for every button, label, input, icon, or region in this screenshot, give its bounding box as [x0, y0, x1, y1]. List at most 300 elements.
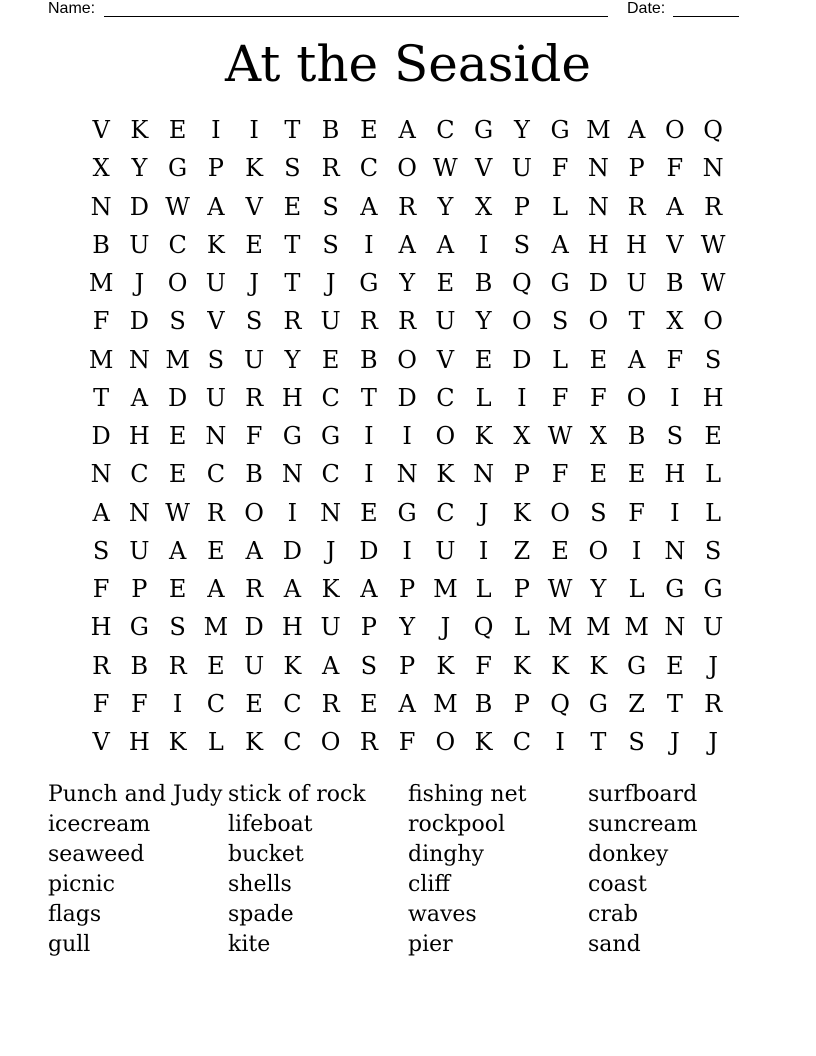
grid-letter: B: [666, 269, 684, 298]
grid-letter: U: [205, 383, 226, 412]
grid-letter: R: [359, 728, 378, 757]
grid-letter: R: [359, 307, 378, 336]
grid-letter: P: [399, 575, 416, 604]
grid-letter: I: [478, 536, 489, 565]
grid-letter: E: [551, 536, 569, 565]
grid-letter: A: [360, 575, 378, 604]
grid-letter: V: [92, 728, 110, 757]
grid-letter: Z: [628, 689, 645, 718]
grid-letter: S: [666, 422, 684, 451]
grid-letter: N: [205, 422, 227, 451]
grid-letter: K: [474, 728, 493, 757]
grid-letter: E: [283, 192, 302, 221]
grid-letter: C: [512, 728, 532, 757]
word-list-item: stick of rock: [228, 782, 366, 807]
grid-letter: J: [478, 498, 489, 527]
grid-letter: N: [587, 154, 609, 183]
grid-letter: N: [320, 498, 342, 527]
grid-letter: X: [475, 192, 493, 221]
grid-letter: Y: [131, 154, 148, 183]
grid-letter: A: [245, 536, 263, 565]
grid-letter: J: [134, 269, 145, 298]
grid-letter: B: [92, 230, 110, 259]
grid-letter: S: [284, 154, 301, 183]
grid-letter: E: [474, 345, 493, 374]
grid-letter: G: [129, 613, 149, 642]
grid-letter: W: [547, 422, 573, 451]
grid-letter: O: [435, 422, 456, 451]
grid-letter: I: [364, 230, 374, 259]
grid-letter: U: [626, 269, 647, 298]
grid-letter: H: [90, 613, 112, 642]
grid-letter: L: [207, 728, 224, 757]
grid-letter: O: [588, 307, 609, 336]
grid-letter: O: [244, 498, 264, 527]
grid-letter: E: [245, 689, 263, 718]
grid-letter: J: [325, 536, 336, 565]
grid-letter: U: [320, 307, 341, 336]
grid-letter: B: [245, 460, 263, 489]
grid-letter: Q: [512, 269, 532, 298]
grid-letter: H: [626, 230, 648, 259]
grid-letter: W: [700, 230, 726, 259]
grid-letter: T: [628, 307, 645, 336]
grid-letter: X: [92, 154, 110, 183]
grid-letter: R: [627, 192, 646, 221]
grid-letter: J: [325, 269, 336, 298]
grid-letter: O: [550, 498, 570, 527]
grid-letter: X: [666, 307, 684, 336]
grid-letter: C: [436, 116, 455, 145]
grid-letter: H: [664, 460, 686, 489]
grid-letter: W: [700, 269, 726, 298]
grid-letter: D: [244, 613, 264, 642]
word-list-item: coast: [588, 872, 647, 897]
grid-letter: E: [589, 345, 608, 374]
grid-letter: B: [130, 651, 149, 680]
grid-letter: A: [321, 651, 340, 680]
grid-letter: E: [360, 498, 378, 527]
grid-letter: I: [517, 383, 527, 412]
grid-letter: A: [360, 192, 378, 221]
grid-letter: U: [244, 651, 265, 680]
grid-letter: H: [128, 422, 150, 451]
grid-letter: F: [590, 383, 607, 412]
grid-letter: O: [512, 307, 532, 336]
grid-letter: K: [206, 230, 225, 259]
grid-letter: V: [436, 345, 455, 374]
grid-letter: G: [588, 689, 608, 718]
grid-letter: E: [589, 460, 608, 489]
grid-letter: U: [435, 536, 456, 565]
grid-letter: I: [287, 498, 298, 527]
grid-letter: U: [511, 154, 532, 183]
grid-letter: R: [92, 651, 111, 680]
grid-letter: F: [666, 345, 684, 374]
grid-letter: A: [627, 116, 646, 145]
grid-letter: G: [168, 154, 188, 183]
grid-letter: T: [93, 383, 110, 412]
grid-letter: H: [281, 383, 303, 412]
grid-letter: O: [435, 728, 456, 757]
grid-letter: G: [703, 575, 723, 604]
grid-letter: F: [628, 498, 645, 527]
grid-letter: A: [168, 536, 187, 565]
grid-letter: C: [130, 460, 149, 489]
grid-letter: L: [705, 460, 722, 489]
grid-letter: O: [588, 536, 609, 565]
word-list-item: flags: [48, 902, 102, 927]
grid-letter: K: [512, 498, 531, 527]
grid-letter: S: [551, 307, 569, 336]
grid-letter: G: [282, 422, 302, 451]
grid-letter: N: [702, 154, 724, 183]
word-list-item: kite: [228, 932, 271, 957]
grid-letter: H: [128, 728, 150, 757]
grid-letter: E: [704, 422, 722, 451]
grid-letter: O: [703, 307, 723, 336]
grid-letter: M: [433, 575, 458, 604]
grid-letter: R: [283, 307, 302, 336]
grid-letter: N: [90, 192, 112, 221]
grid-letter: K: [283, 651, 302, 680]
grid-letter: M: [165, 345, 190, 374]
grid-letter: T: [360, 383, 377, 412]
grid-letter: F: [92, 689, 110, 718]
grid-letter: A: [436, 230, 455, 259]
grid-letter: Y: [399, 269, 416, 298]
grid-letter: R: [398, 192, 417, 221]
grid-letter: U: [129, 230, 150, 259]
grid-letter: N: [90, 460, 112, 489]
grid-letter: P: [131, 575, 148, 604]
grid-letter: T: [284, 116, 301, 145]
grid-letter: Y: [475, 307, 492, 336]
grid-letter: E: [168, 460, 187, 489]
grid-letter: T: [666, 689, 683, 718]
grid-letter: P: [513, 192, 530, 221]
grid-letter: S: [360, 651, 378, 680]
grid-letter: V: [245, 192, 263, 221]
grid-letter: A: [130, 383, 149, 412]
grid-letter: A: [283, 575, 302, 604]
grid-letter: S: [92, 536, 110, 565]
grid-letter: L: [513, 613, 530, 642]
grid-letter: O: [665, 116, 685, 145]
grid-letter: L: [552, 345, 569, 374]
grid-letter: X: [589, 422, 607, 451]
grid-letter: M: [203, 613, 229, 642]
grid-letter: U: [320, 613, 341, 642]
grid-letter: Y: [590, 575, 607, 604]
grid-letter: H: [702, 383, 724, 412]
grid-letter: E: [321, 345, 340, 374]
grid-letter: O: [320, 728, 341, 757]
grid-letter: R: [321, 689, 340, 718]
grid-letter: K: [168, 728, 187, 757]
word-list-item: shells: [228, 872, 292, 897]
grid-letter: E: [360, 116, 378, 145]
grid-letter: O: [397, 154, 417, 183]
grid-letter: V: [474, 154, 493, 183]
grid-letter: N: [664, 613, 686, 642]
grid-letter: T: [284, 269, 301, 298]
grid-letter: R: [321, 154, 340, 183]
word-list-item: dinghy: [408, 842, 484, 867]
grid-letter: P: [207, 154, 224, 183]
grid-letter: M: [547, 613, 573, 642]
word-list-item: waves: [408, 902, 477, 927]
grid-letter: E: [207, 651, 225, 680]
grid-letter: A: [551, 230, 569, 259]
grid-letter: A: [398, 689, 416, 718]
grid-letter: G: [474, 116, 494, 145]
grid-letter: A: [666, 192, 684, 221]
grid-letter: A: [398, 230, 416, 259]
word-list: [48, 780, 768, 960]
grid-letter: I: [402, 536, 412, 565]
grid-letter: K: [436, 651, 455, 680]
name-blank-line: [104, 16, 608, 17]
grid-letter: L: [552, 192, 569, 221]
grid-letter: Q: [703, 116, 723, 145]
grid-letter: C: [283, 728, 302, 757]
worksheet-header: [48, 0, 748, 20]
grid-letter: K: [321, 575, 340, 604]
grid-letter: B: [321, 116, 340, 145]
grid-letter: U: [435, 307, 456, 336]
grid-letter: C: [206, 460, 226, 489]
word-list-item: picnic: [48, 872, 115, 897]
grid-letter: I: [670, 498, 680, 527]
word-list-item: bucket: [228, 842, 304, 867]
grid-letter: A: [398, 116, 416, 145]
grid-letter: S: [169, 307, 186, 336]
grid-letter: L: [475, 575, 492, 604]
grid-letter: Y: [284, 345, 301, 374]
grid-letter: G: [359, 269, 379, 298]
grid-letter: L: [705, 498, 722, 527]
word-list-item: fishing net: [408, 782, 527, 807]
word-list-item: crab: [588, 902, 639, 927]
grid-letter: Q: [473, 613, 494, 642]
grid-letter: S: [207, 345, 225, 374]
grid-letter: U: [703, 613, 724, 642]
grid-letter: F: [131, 689, 148, 718]
grid-letter: F: [92, 575, 110, 604]
grid-letter: E: [245, 230, 263, 259]
grid-letter: E: [666, 651, 684, 680]
grid-letter: X: [513, 422, 531, 451]
letter-grid: [82, 111, 732, 761]
grid-letter: S: [245, 307, 263, 336]
grid-letter: I: [249, 116, 259, 145]
grid-letter: W: [165, 498, 190, 527]
grid-letter: O: [626, 383, 647, 412]
grid-letter: P: [360, 613, 377, 642]
grid-letter: R: [245, 383, 264, 412]
grid-letter: R: [704, 689, 723, 718]
grid-letter: O: [167, 269, 188, 298]
grid-letter: S: [704, 345, 722, 374]
grid-letter: F: [475, 651, 492, 680]
grid-letter: I: [211, 116, 221, 145]
grid-letter: B: [627, 422, 646, 451]
grid-letter: I: [364, 422, 374, 451]
grid-letter: B: [474, 269, 493, 298]
grid-letter: G: [550, 269, 570, 298]
grid-letter: O: [397, 345, 417, 374]
word-list-item: sand: [588, 932, 641, 957]
grid-letter: W: [433, 154, 458, 183]
grid-letter: F: [666, 154, 684, 183]
grid-letter: V: [92, 116, 110, 145]
grid-letter: G: [627, 651, 647, 680]
grid-letter: C: [206, 689, 226, 718]
grid-letter: M: [624, 613, 649, 642]
grid-letter: L: [475, 383, 492, 412]
grid-letter: F: [551, 383, 569, 412]
grid-letter: S: [704, 536, 722, 565]
grid-letter: D: [359, 536, 379, 565]
grid-letter: B: [474, 689, 493, 718]
grid-letter: D: [129, 192, 149, 221]
grid-letter: S: [628, 728, 645, 757]
grid-letter: J: [708, 728, 718, 757]
grid-letter: I: [402, 422, 412, 451]
grid-letter: I: [172, 689, 183, 718]
grid-letter: V: [207, 307, 225, 336]
grid-letter: A: [92, 498, 110, 527]
grid-letter: K: [436, 460, 455, 489]
grid-letter: G: [665, 575, 685, 604]
grid-letter: U: [205, 269, 226, 298]
grid-letter: S: [169, 613, 186, 642]
grid-letter: P: [513, 575, 530, 604]
grid-letter: A: [627, 345, 646, 374]
grid-letter: J: [249, 269, 259, 298]
grid-letter: D: [129, 307, 149, 336]
grid-letter: M: [88, 345, 114, 374]
grid-letter: D: [397, 383, 417, 412]
grid-letter: T: [284, 230, 301, 259]
page-title: At the Seaside: [225, 35, 591, 93]
grid-letter: B: [360, 345, 378, 374]
grid-letter: D: [512, 345, 532, 374]
word-list-item: pier: [408, 932, 453, 957]
grid-letter: W: [165, 192, 190, 221]
grid-letter: N: [281, 460, 303, 489]
grid-letter: C: [359, 154, 379, 183]
grid-letter: P: [513, 460, 530, 489]
grid-letter: P: [399, 651, 416, 680]
grid-letter: D: [282, 536, 302, 565]
grid-letter: F: [551, 460, 569, 489]
grid-letter: C: [436, 383, 455, 412]
grid-letter: H: [281, 613, 303, 642]
grid-letter: M: [586, 116, 611, 145]
grid-letter: C: [321, 383, 340, 412]
grid-letter: I: [478, 230, 489, 259]
grid-letter: D: [588, 269, 608, 298]
grid-letter: K: [512, 651, 531, 680]
grid-letter: R: [398, 307, 417, 336]
grid-letter: N: [664, 536, 686, 565]
grid-letter: C: [436, 498, 455, 527]
grid-letter: J: [440, 613, 451, 642]
grid-letter: F: [245, 422, 263, 451]
grid-letter: K: [589, 651, 608, 680]
grid-letter: C: [168, 230, 187, 259]
grid-letter: R: [206, 498, 225, 527]
grid-letter: P: [628, 154, 645, 183]
grid-letter: K: [551, 651, 570, 680]
grid-letter: L: [628, 575, 645, 604]
grid-letter: E: [168, 422, 187, 451]
grid-letter: Y: [513, 116, 530, 145]
grid-letter: F: [398, 728, 416, 757]
grid-letter: A: [207, 192, 225, 221]
grid-letter: N: [128, 345, 150, 374]
word-list-item: surfboard: [588, 782, 698, 807]
grid-letter: T: [590, 728, 607, 757]
grid-letter: E: [168, 116, 187, 145]
grid-letter: V: [666, 230, 684, 259]
word-list-item: icecream: [48, 812, 151, 837]
name-label: Name:: [48, 0, 96, 17]
grid-letter: G: [397, 498, 417, 527]
grid-letter: S: [513, 230, 531, 259]
word-list-item: rockpool: [408, 812, 506, 837]
grid-letter: E: [207, 536, 225, 565]
grid-letter: P: [513, 689, 530, 718]
word-list-item: gull: [48, 932, 91, 957]
grid-letter: E: [627, 460, 646, 489]
grid-letter: I: [364, 460, 374, 489]
grid-letter: E: [436, 269, 455, 298]
word-list-item: spade: [228, 902, 294, 927]
date-label: Date:: [627, 0, 666, 17]
grid-letter: I: [631, 536, 642, 565]
grid-letter: C: [321, 460, 340, 489]
grid-letter: N: [396, 460, 418, 489]
grid-letter: I: [555, 728, 565, 757]
grid-letter: E: [360, 689, 378, 718]
grid-letter: K: [130, 116, 149, 145]
grid-letter: Y: [399, 613, 416, 642]
grid-letter: J: [670, 728, 680, 757]
grid-letter: D: [91, 422, 111, 451]
grid-letter: U: [129, 536, 150, 565]
grid-letter: J: [708, 651, 718, 680]
grid-letter: A: [207, 575, 225, 604]
word-list-item: seaweed: [48, 842, 145, 867]
grid-letter: Q: [550, 689, 570, 718]
grid-letter: M: [433, 689, 458, 718]
grid-letter: F: [92, 307, 110, 336]
grid-letter: S: [322, 192, 339, 221]
grid-letter: K: [245, 728, 264, 757]
word-list-item: suncream: [588, 812, 698, 837]
grid-letter: N: [587, 192, 609, 221]
grid-letter: U: [244, 345, 265, 374]
word-list-item: donkey: [588, 842, 669, 867]
grid-letter: R: [168, 651, 187, 680]
grid-letter: C: [283, 689, 302, 718]
grid-letter: W: [547, 575, 573, 604]
word-list-item: cliff: [408, 872, 451, 897]
grid-letter: H: [587, 230, 609, 259]
